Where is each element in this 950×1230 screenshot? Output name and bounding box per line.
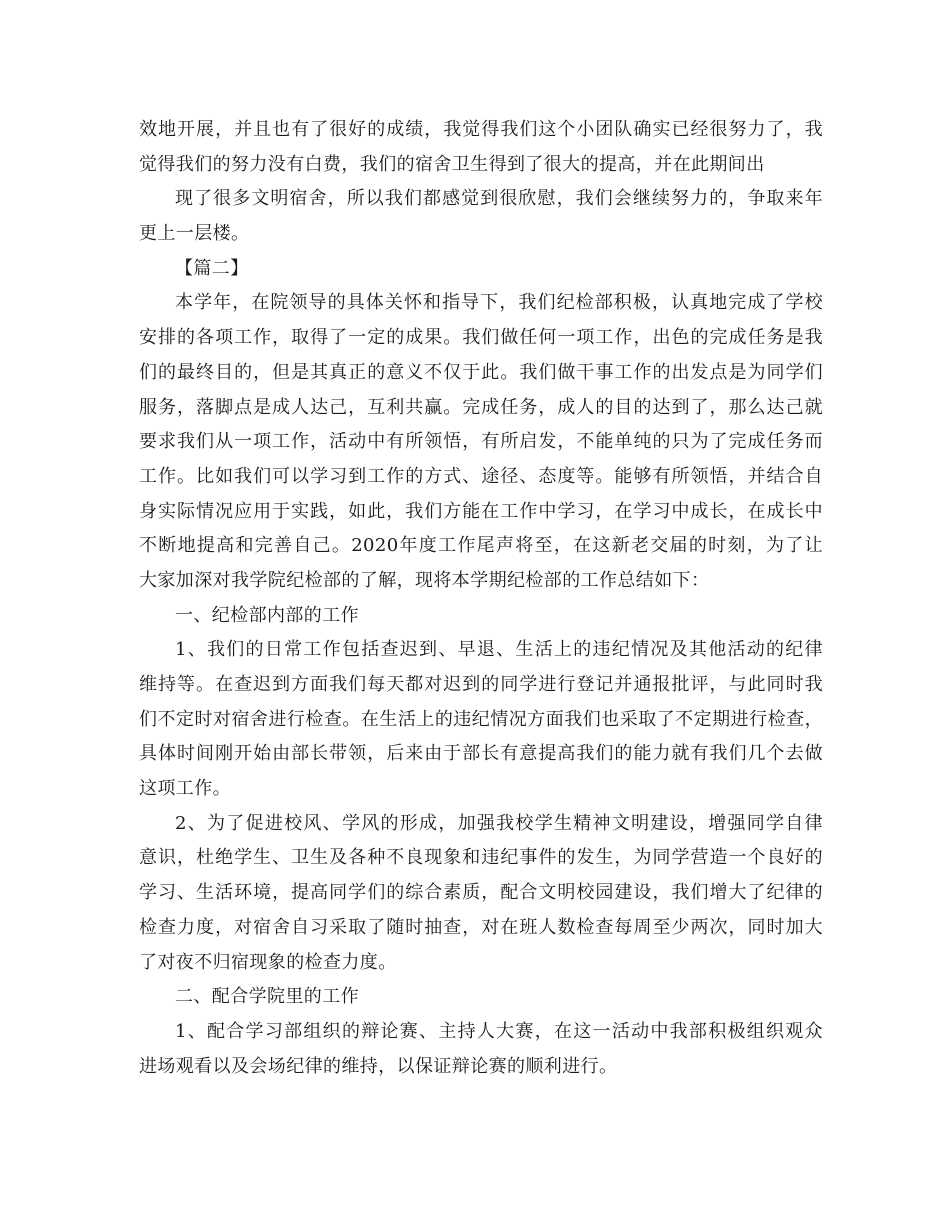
text-line: 这项工作。 — [139, 778, 231, 800]
text-line: 大家加深对我学院纪检部的了解，现将本学期纪检部的工作总结如下： — [139, 569, 710, 591]
text-line: 们不定时对宿舍进行检查。在生活上的违纪情况方面我们也采取了不定期进行检查， — [139, 708, 823, 730]
text-line: 不断地提高和完善自己。2020年度工作尾声将至，在这新老交届的时刻，为了让 — [139, 535, 823, 557]
text-line: 要求我们从一项工作，活动中有所领悟，有所启发，不能单纯的只为了完成任务而 — [139, 431, 823, 453]
text-line: 现了很多文明宿舍，所以我们都感觉到很欣慰，我们会继续努力的，争取来年 — [175, 188, 823, 210]
text-line: 学习、生活环境，提高同学们的综合素质，配合文明校园建设，我们增大了纪律的 — [139, 882, 823, 904]
text-line: 意识，杜绝学生、卫生及各种不良现象和违纪事件的发生，为同学营造一个良好的 — [139, 847, 823, 869]
text-line: 二、配合学院里的工作 — [175, 986, 359, 1008]
text-line: 【篇二】 — [175, 257, 249, 279]
text-line: 工作。比如我们可以学习到工作的方式、途径、态度等。能够有所领悟，并结合自 — [139, 465, 823, 487]
text-line: 1、配合学习部组织的辩论赛、主持人大赛，在这一活动中我部积极组织观众 — [175, 1020, 823, 1042]
text-line: 进场观看以及会场纪律的维持，以保证辩论赛的顺利进行。 — [139, 1055, 618, 1077]
text-line: 了对夜不归宿现象的检查力度。 — [139, 951, 397, 973]
text-line: 效地开展，并且也有了很好的成绩，我觉得我们这个小团队确实已经很努力了，我 — [139, 119, 823, 140]
text-line: 一、纪检部内部的工作 — [175, 604, 359, 626]
text-line: 服务，落脚点是成人达己，互利共赢。完成任务，成人的目的达到了，那么达己就 — [139, 396, 823, 418]
text-line: 觉得我们的努力没有白费，我们的宿舍卫生得到了很大的提高，并在此期间出 — [139, 153, 765, 175]
document-body — [139, 113, 823, 1084]
text-line: 1、我们的日常工作包括查迟到、早退、生活上的违纪情况及其他活动的纪律 — [175, 639, 823, 661]
text-line: 检查力度，对宿舍自习采取了随时抽查，对在班人数检查每周至少两次，同时加大 — [139, 916, 823, 938]
text-line: 身实际情况应用于实践，如此，我们方能在工作中学习，在学习中成长，在成长中 — [139, 500, 823, 522]
text-line: 具体时间刚开始由部长带领，后来由于部长有意提高我们的能力就有我们几个去做 — [139, 743, 823, 765]
text-line: 们的最终目的，但是其真正的意义不仅于此。我们做干事工作的出发点是为同学们 — [139, 361, 823, 383]
text-line: 本学年，在院领导的具体关怀和指导下，我们纪检部积极，认真地完成了学校 — [175, 292, 823, 314]
text-line: 2、为了促进校风、学风的形成，加强我校学生精神文明建设，增强同学自律 — [175, 812, 823, 834]
text-line: 更上一层楼。 — [139, 223, 250, 245]
text-line: 安排的各项工作，取得了一定的成果。我们做任何一项工作，出色的完成任务是我 — [139, 327, 823, 349]
text-line: 维持等。在查迟到方面我们每天都对迟到的同学进行登记并通报批评，与此同时我 — [139, 674, 823, 695]
